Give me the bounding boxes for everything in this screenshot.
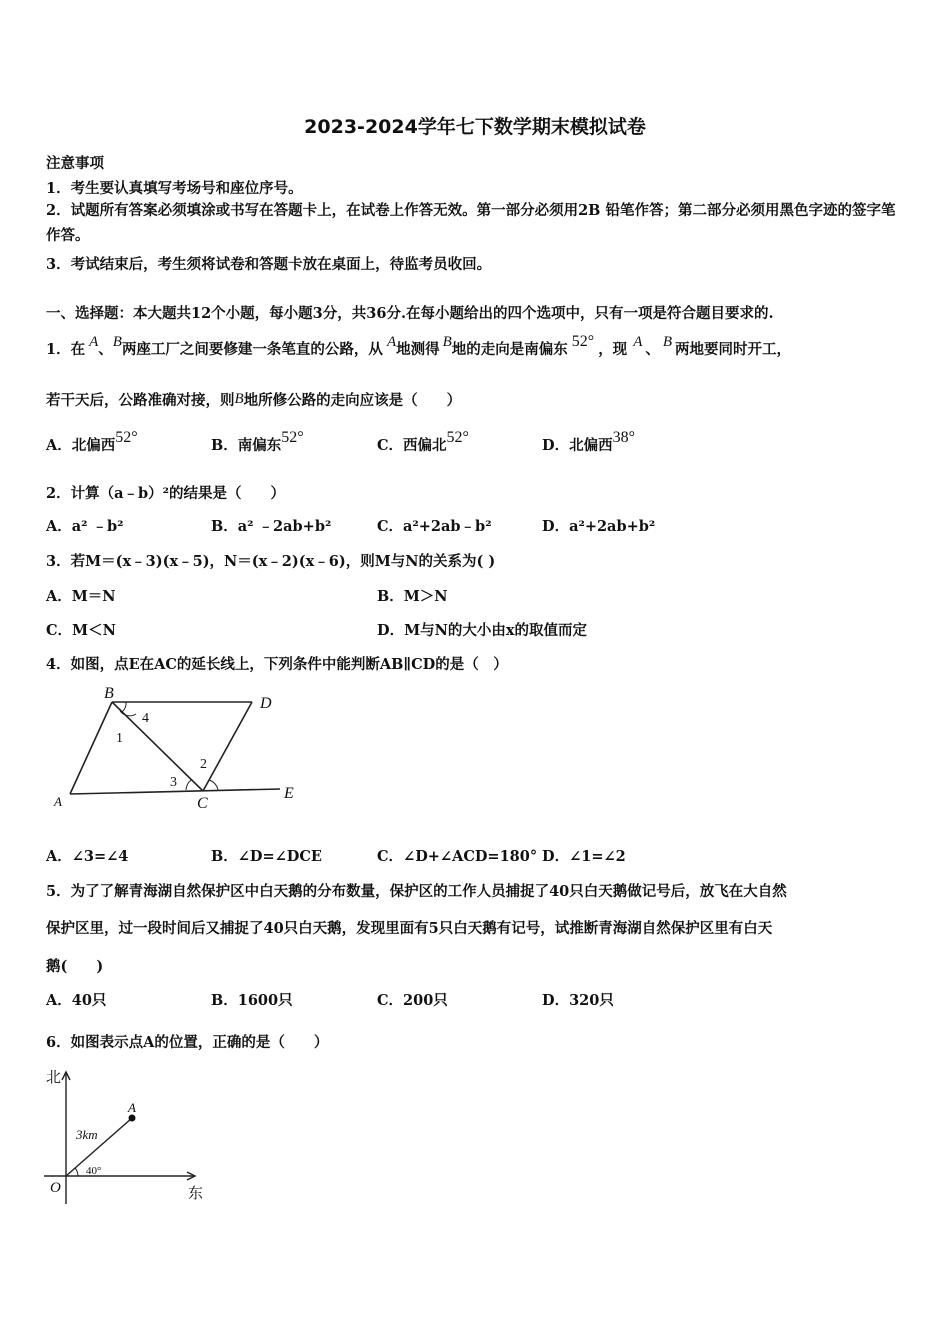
q1-option-c-label: C．西偏北 bbox=[377, 437, 447, 454]
q1-text-3: 地测得 bbox=[396, 341, 440, 358]
q3-stem: 3．若M＝(x﹣3)(x﹣5)，N＝(x﹣2)(x﹣6)，则M与N的关系为( ) bbox=[46, 553, 496, 570]
q1-text-5: ，现 bbox=[598, 341, 628, 358]
q2-option-c[interactable]: C．a²+2ab﹣b² bbox=[377, 518, 492, 535]
q2-option-a[interactable]: A．a² ﹣b² bbox=[46, 518, 124, 535]
q2-option-b[interactable]: B．a² ﹣2ab+b² bbox=[211, 518, 332, 535]
q4-angle-1: 1 bbox=[116, 731, 123, 746]
q1-option-c[interactable] bbox=[377, 429, 469, 455]
notice-item-2: 2．试题所有答案必须填涂或书写在答题卡上，在试卷上作答无效。第一部分必须用2B 铅笔作答；第二部分必须用黑色字迹的签字笔作答。 bbox=[46, 202, 896, 244]
q1-option-a-deg: 52° bbox=[115, 429, 138, 446]
q5-option-d[interactable]: D．320只 bbox=[542, 992, 614, 1009]
q3-option-a[interactable]: A．M＝N bbox=[46, 588, 116, 605]
q1-stem-line2 bbox=[46, 389, 461, 410]
q1-option-d[interactable] bbox=[542, 429, 635, 455]
q1-point-a: A bbox=[89, 334, 99, 350]
q2-option-d[interactable]: D．a²+2ab+b² bbox=[542, 518, 656, 535]
q4-label-c: C bbox=[197, 795, 208, 812]
q4-option-c[interactable]: C．∠D+∠ACD=180° bbox=[377, 848, 538, 865]
q5-option-b[interactable]: B．1600只 bbox=[211, 992, 293, 1009]
page-title: 2023-2024学年七下数学期末模拟试卷 bbox=[304, 116, 646, 138]
q4-label-e: E bbox=[284, 785, 294, 802]
q3-option-c[interactable]: C．M＜N bbox=[46, 622, 116, 639]
section-heading: 一、选择题：本大题共12个小题，每小题3分，共36分.在每小题给出的四个选项中，只有一项是符合题目要求的. bbox=[46, 305, 774, 322]
q4-line-dc bbox=[203, 702, 252, 791]
q1-point-b: B bbox=[112, 334, 122, 350]
q1-point-b-3: B bbox=[662, 334, 673, 350]
q4-label-a: A bbox=[54, 794, 62, 809]
q4-angle-2: 2 bbox=[200, 757, 207, 772]
q1-point-b-2: B bbox=[442, 334, 452, 350]
q5-stem-line1: 5．为了了解青海湖自然保护区中白天鹅的分布数量，保护区的工作人员捕捉了40只白天鹅做记号后，放飞在大自然 bbox=[46, 883, 787, 900]
q4-option-d[interactable]: D．∠1=∠2 bbox=[542, 848, 626, 865]
q1-option-c-deg: 52° bbox=[446, 429, 469, 446]
q1-option-a-label: A．北偏西 bbox=[46, 437, 116, 454]
q5-stem-line2: 保护区里，过一段时间后又捕捉了40只白天鹅，发现里面有5只白天鹅有记号，试推断青海湖自然保护区里有白天 bbox=[46, 920, 773, 937]
q5-option-a[interactable]: A．40只 bbox=[46, 992, 107, 1009]
q3-option-d[interactable]: D．M与N的大小由x的取值而定 bbox=[377, 622, 588, 639]
q6-angle-arc bbox=[75, 1168, 78, 1176]
q1-option-b-label: B．南偏东 bbox=[211, 437, 282, 454]
q2-stem: 2．计算（a﹣b）²的结果是（ ） bbox=[46, 485, 285, 502]
q4-line-ba bbox=[70, 702, 112, 794]
q1-option-d-deg: 38° bbox=[612, 429, 635, 446]
q4-arc-4 bbox=[122, 702, 126, 712]
q6-label-north: 北 bbox=[46, 1070, 62, 1086]
q1-angle: 52° bbox=[571, 333, 595, 350]
notice-heading: 注意事项 bbox=[46, 155, 104, 172]
q1-sep: 、 bbox=[98, 341, 113, 358]
q1-point-b-4: B bbox=[234, 391, 244, 407]
q6-label-o: O bbox=[50, 1180, 61, 1196]
q4-angle-4: 4 bbox=[142, 711, 149, 726]
q1-option-a[interactable] bbox=[46, 429, 138, 455]
q6-label-east: 东 bbox=[188, 1186, 204, 1202]
q6-point-a bbox=[129, 1115, 136, 1122]
q1-text-1: 1．在 bbox=[46, 341, 86, 358]
q4-arc-3 bbox=[186, 780, 191, 790]
q6-label-angle: 40° bbox=[86, 1165, 102, 1177]
q6-label-distance: 3km bbox=[76, 1127, 98, 1142]
q4-option-a[interactable]: A．∠3=∠4 bbox=[46, 848, 129, 865]
q3-option-b[interactable]: B．M＞N bbox=[377, 588, 448, 605]
q1-option-b[interactable] bbox=[211, 429, 304, 455]
q6-label-a: A bbox=[128, 1100, 136, 1115]
q4-label-b: B bbox=[104, 685, 114, 702]
q6-stem: 6．如图表示点A的位置，正确的是（ ） bbox=[46, 1034, 329, 1051]
q1-option-d-label: D．北偏西 bbox=[542, 437, 613, 454]
q4-arc-2 bbox=[209, 780, 218, 790]
q5-stem-line3: 鹅( ) bbox=[46, 958, 104, 975]
q1-sep-2: 、 bbox=[645, 341, 660, 358]
notice-item-3: 3．考试结束后，考生须将试卷和答题卡放在桌面上，待监考员收回。 bbox=[46, 256, 492, 273]
q1-text-8: 地所修公路的走向应该是（ ） bbox=[243, 392, 462, 409]
q1-text-2: 两座工厂之间要修建一条笔直的公路，从 bbox=[121, 341, 383, 358]
q6-figure bbox=[40, 1064, 215, 1209]
q1-point-a-3: A bbox=[633, 334, 643, 350]
q5-option-c[interactable]: C．200只 bbox=[377, 992, 448, 1009]
q4-stem: 4．如图，点E在AC的延长线上，下列条件中能判断AB∥CD的是（ ） bbox=[46, 656, 508, 673]
q1-text-6: 两地要同时开工， bbox=[675, 341, 792, 358]
q1-stem-line1 bbox=[46, 333, 792, 359]
q1-text-7: 若干天后，公路准确对接，则 bbox=[46, 392, 235, 409]
q4-label-d: D bbox=[260, 695, 272, 712]
notice-item-1: 1．考生要认真填写考场号和座位序号。 bbox=[46, 180, 303, 197]
q1-option-b-deg: 52° bbox=[281, 429, 304, 446]
q1-text-4: 地的走向是南偏东 bbox=[451, 341, 568, 358]
q4-angle-3: 3 bbox=[170, 775, 177, 790]
q4-figure bbox=[46, 684, 306, 814]
q4-option-b[interactable]: B．∠D=∠DCE bbox=[211, 848, 322, 865]
q1-point-a-2: A bbox=[386, 334, 397, 350]
